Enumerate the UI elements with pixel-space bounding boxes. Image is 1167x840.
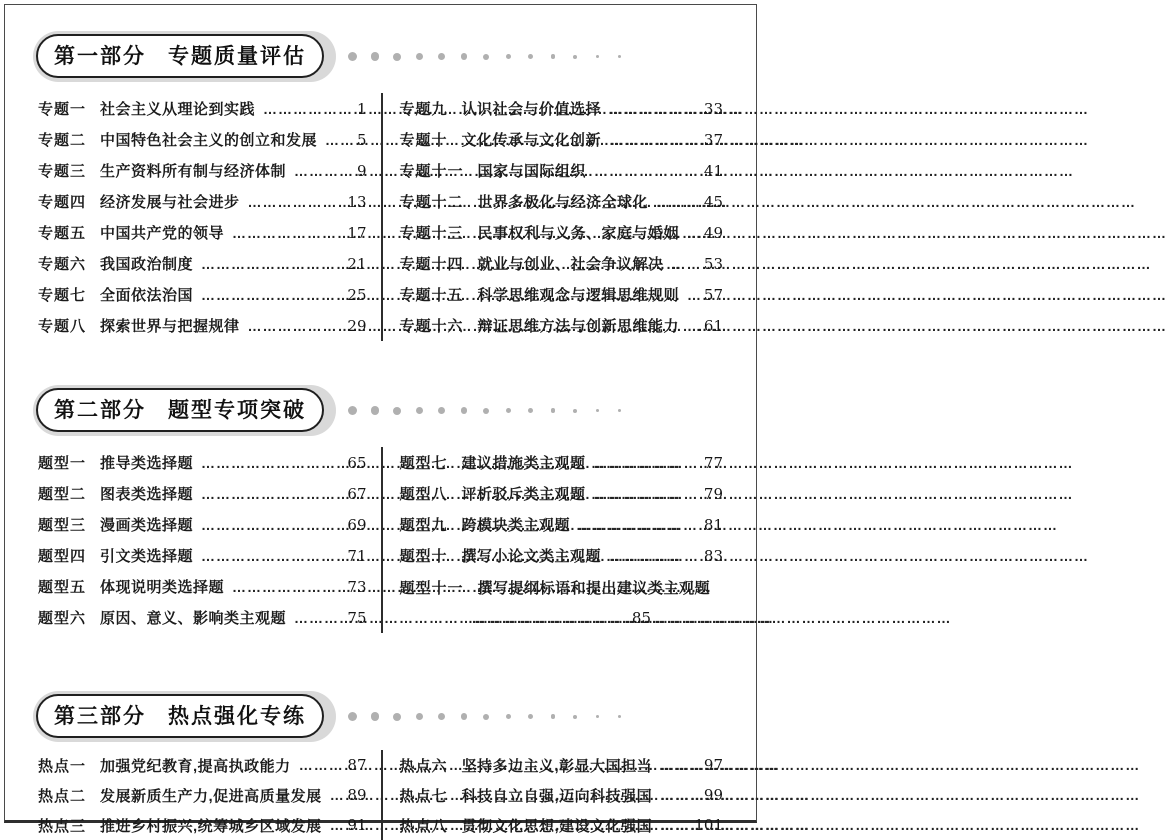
decorative-dot [416, 53, 424, 61]
toc-entry [38, 217, 367, 248]
dot-leader [294, 610, 340, 626]
toc-entry-title: 图表类选择题 [100, 486, 194, 503]
decorative-dot [483, 408, 489, 414]
section-part2-columns [33, 447, 728, 633]
toc-entry-label: 热点三 [38, 817, 87, 835]
dot-leader [594, 486, 697, 502]
decorative-dot [393, 53, 401, 61]
decorative-dot [596, 55, 600, 59]
section-part1-columns [33, 93, 728, 341]
decorative-dot [393, 713, 401, 721]
dot-leader [656, 194, 697, 210]
section-name-label: 专题质量评估 [168, 45, 306, 68]
toc-entry-page: 17 [347, 223, 367, 242]
decorative-dot [348, 406, 357, 415]
toc-entry [38, 810, 367, 840]
section-part3-header [33, 691, 728, 742]
dot-leader [201, 287, 340, 303]
dot-leader [687, 287, 697, 303]
toc-entry-page: 69 [347, 515, 367, 534]
toc-entry-page: 1 [356, 99, 367, 118]
section-part1-badge-text [36, 34, 324, 78]
toc-entry-title: 社会主义从理论到实践 [100, 101, 256, 118]
dot-leader [687, 225, 697, 241]
section-part-label: 第三部分 [54, 705, 146, 728]
dot-leader [248, 318, 341, 334]
decorative-dot [528, 54, 533, 59]
toc-entry-title: 坚持多边主义,彰显大国担当 [461, 757, 653, 775]
dot-leader [232, 225, 340, 241]
decorative-dot [551, 408, 556, 413]
toc-entry-page: 45 [703, 192, 723, 211]
toc-entry-title: 文化传承与文化创新 [461, 132, 602, 149]
decorative-dot [528, 714, 533, 719]
decorative-dot [348, 52, 357, 61]
toc-entry-title: 加强党纪教育,提高执政能力 [100, 757, 291, 775]
decorative-dot [438, 713, 445, 720]
toc-entry-title: 探索世界与把握规律 [100, 318, 240, 335]
toc-entry-title: 发展新质生产力,促进高质量发展 [100, 787, 322, 805]
decorative-dot [618, 409, 621, 412]
decorative-dot [506, 714, 512, 720]
toc-entry-label: 专题十五 [399, 287, 464, 304]
toc-entry-label: 题型二 [38, 486, 87, 503]
toc-entry-label: 题型五 [38, 579, 87, 596]
toc-entry-page: 79 [703, 484, 723, 503]
toc-entry-title: 漫画类选择题 [100, 517, 194, 534]
toc-entry-page: 5 [356, 130, 367, 149]
dot-leader [609, 101, 697, 117]
toc-entry-label: 专题五 [38, 225, 87, 242]
toc-entry-label: 题型九 [399, 517, 448, 534]
toc-entry [38, 279, 367, 310]
toc-entry-title: 全面依法治国 [100, 287, 194, 304]
toc-entry-page: 99 [703, 786, 723, 804]
toc-entry-page: 9 [356, 161, 367, 180]
decorative-dot [461, 407, 468, 414]
decorative-dot [438, 53, 445, 60]
decorative-dot [483, 714, 489, 720]
toc-entry [38, 124, 367, 155]
toc-entry-label: 专题八 [38, 318, 87, 335]
section-part-label: 第二部分 [54, 399, 146, 422]
toc-entry [400, 279, 724, 310]
toc-entry-label: 专题一 [38, 101, 87, 118]
dot-leader [201, 486, 340, 502]
dot-leader [201, 256, 340, 272]
toc-entry-label: 专题十 [399, 132, 448, 149]
dot-leader [201, 455, 340, 471]
decorative-dot [393, 407, 401, 415]
toc-entry [400, 93, 724, 124]
toc-entry-title: 原因、意义、影响类主观题 [100, 610, 287, 627]
section-part3 [33, 691, 728, 840]
toc-entry-page: 73 [347, 577, 367, 596]
toc-entry-title: 辩证思维方法与创新思维能力 [477, 318, 680, 335]
dot-leader [594, 455, 697, 471]
decorative-dot [618, 55, 621, 58]
toc-entry-title: 中国共产党的领导 [100, 225, 225, 242]
section-part2-right-column [381, 447, 724, 633]
dot-leader [248, 194, 341, 210]
toc-entry [38, 186, 367, 217]
toc-entry-label: 专题十三 [399, 225, 464, 242]
toc-entry [400, 780, 724, 810]
section-part1-header [33, 31, 728, 82]
dot-leader [294, 163, 340, 179]
toc-entry-page: 37 [703, 130, 723, 149]
decorative-dot [483, 54, 489, 60]
toc-entry-page: 77 [703, 453, 723, 472]
toc-entry-title: 中国特色社会主义的创立和发展 [100, 132, 318, 149]
toc-entry-label: 题型一 [38, 455, 87, 472]
toc-entry-label: 题型十 [399, 548, 448, 565]
toc-entry-label: 专题二 [38, 132, 87, 149]
section-part3-columns [33, 750, 728, 840]
dot-leader [325, 132, 340, 148]
toc-entry-label: 专题三 [38, 163, 87, 180]
toc-entry-title: 引文类选择题 [100, 548, 194, 565]
toc-entry-page: 87 [347, 756, 367, 774]
dot-leader [330, 817, 341, 833]
decorative-dot [461, 53, 468, 60]
toc-entry-label: 专题十六 [399, 318, 464, 335]
decorative-dot [618, 715, 621, 718]
toc-entry-label: 题型四 [38, 548, 87, 565]
toc-entry [400, 124, 724, 155]
toc-entry-title: 我国政治制度 [100, 256, 194, 273]
dot-leader [201, 548, 340, 564]
section-part-label: 第一部分 [54, 45, 146, 68]
toc-entry [38, 155, 367, 186]
toc-entry-label: 专题十四 [399, 256, 464, 273]
toc-entry-label: 题型六 [38, 610, 87, 627]
decorative-dot [506, 54, 512, 60]
dot-leader [687, 318, 697, 334]
toc-entry [38, 780, 367, 810]
toc-entry-page: 21 [347, 254, 367, 273]
toc-entry-page: 25 [347, 285, 367, 304]
decorative-dot [371, 52, 380, 61]
toc-page [4, 4, 757, 835]
toc-entry-page: 71 [347, 546, 367, 565]
decorative-dot [348, 712, 357, 721]
toc-entry-page: 89 [347, 786, 367, 804]
section-part1-right-column [381, 93, 724, 341]
decorative-dot [528, 408, 533, 413]
decorative-dot [596, 409, 600, 413]
section-name-label: 题型专项突破 [168, 399, 306, 422]
decorative-dot [573, 409, 577, 413]
decorative-dot [461, 713, 468, 720]
decorative-dot [596, 715, 600, 719]
toc-entry-title: 贯彻文化思想,建设文化强国 [461, 817, 653, 835]
toc-entry-page: 61 [703, 316, 723, 335]
dot-leader [609, 132, 697, 148]
toc-entry [38, 602, 367, 633]
decorative-dots-row [340, 406, 728, 415]
section-part1-badge [33, 31, 336, 82]
toc-entry-page: 97 [703, 756, 723, 774]
toc-entry [38, 478, 367, 509]
toc-entry-title: 就业与创业、社会争议解决 [477, 256, 664, 273]
toc-entry [400, 571, 724, 633]
toc-entry-title: 建议措施类主观题 [461, 455, 586, 472]
toc-entry-page: 81 [703, 515, 723, 534]
toc-entry [38, 750, 367, 780]
toc-entry-label: 题型三 [38, 517, 87, 534]
toc-entry [400, 310, 724, 341]
section-part2-header [33, 385, 728, 436]
toc-entry-label: 题型七 [399, 455, 448, 472]
section-part3-badge [33, 691, 336, 742]
decorative-dot [573, 715, 577, 719]
toc-entry-title: 国家与国际组织 [477, 163, 587, 180]
dot-leader [232, 579, 340, 595]
dot-leader [201, 517, 340, 533]
decorative-dot [573, 55, 577, 59]
section-part2-badge [33, 385, 336, 436]
section-part3-right-column [381, 750, 724, 840]
toc-entry-page: 53 [703, 254, 723, 273]
section-part1-left-column [38, 93, 381, 341]
toc-entry [400, 248, 724, 279]
toc-entry-title: 科学思维观念与逻辑思维规则 [477, 287, 680, 304]
toc-entry [38, 248, 367, 279]
decorative-dot [506, 408, 512, 414]
toc-entry-label: 热点二 [38, 787, 87, 805]
dot-leader [263, 101, 340, 117]
toc-entry-page: 57 [703, 285, 723, 304]
toc-entry-label: 专题九 [399, 101, 448, 118]
dot-leader [299, 757, 341, 773]
toc-entry-page: 91 [347, 816, 367, 834]
decorative-dot [416, 407, 424, 415]
section-name-label: 热点强化专练 [168, 705, 306, 728]
toc-entry-page: 101 [694, 816, 723, 834]
toc-entry-label: 专题十二 [399, 194, 464, 211]
toc-entry-title: 推进乡村振兴,统筹城乡区域发展 [100, 817, 322, 835]
toc-entry [38, 540, 367, 571]
toc-entry [400, 509, 724, 540]
toc-entry [400, 810, 724, 840]
toc-entry-label: 热点一 [38, 757, 87, 775]
decorative-dots-row [340, 52, 728, 61]
section-part2 [33, 385, 728, 633]
toc-entry-label: 热点六 [399, 757, 448, 775]
dot-leader [609, 548, 697, 564]
toc-entry-title: 科技自立自强,迈向科技强国 [461, 787, 653, 805]
toc-entry [38, 571, 367, 602]
dot-leader [330, 787, 341, 803]
dot-leader [578, 517, 697, 533]
toc-entry-label: 题型八 [399, 486, 448, 503]
section-part2-badge-text [36, 388, 324, 432]
section-part3-left-column [38, 750, 381, 840]
toc-entry-page: 75 [347, 608, 367, 627]
decorative-dot [551, 54, 556, 59]
section-part3-badge-text [36, 694, 324, 738]
section-part1 [33, 31, 728, 341]
toc-entry-title: 体现说明类选择题 [100, 579, 225, 596]
toc-entry-title: 生产资料所有制与经济体制 [100, 163, 287, 180]
section-part2-left-column [38, 447, 381, 633]
toc-entry-page: 13 [347, 192, 367, 211]
decorative-dot [416, 713, 424, 721]
dot-leader [660, 757, 697, 773]
toc-entry-label: 热点八 [399, 817, 448, 835]
toc-entry [38, 93, 367, 124]
dot-leader [672, 256, 697, 272]
toc-entry [400, 540, 724, 571]
toc-entry-page: 29 [347, 316, 367, 335]
dot-leader [660, 817, 688, 833]
toc-entry [38, 310, 367, 341]
toc-entry-label: 题型十一 [399, 579, 464, 597]
toc-entry-page: 33 [703, 99, 723, 118]
decorative-dots-row [340, 712, 728, 721]
dot-leader [594, 163, 697, 179]
toc-entry-title: 经济发展与社会进步 [100, 194, 240, 211]
decorative-dot [551, 714, 556, 719]
toc-entry-label: 专题六 [38, 256, 87, 273]
toc-entry [38, 447, 367, 478]
toc-entry-title: 民事权利与义务、家庭与婚姻 [477, 225, 680, 242]
toc-entry-title: 撰写提纲标语和提出建议类主观题 [477, 579, 711, 597]
toc-entry-title: 评析驳斥类主观题 [461, 486, 586, 503]
toc-entry-label: 专题十一 [399, 163, 464, 180]
toc-entry-page: 49 [703, 223, 723, 242]
toc-entry [38, 509, 367, 540]
toc-entry [400, 217, 724, 248]
toc-entry-title: 世界多极化与经济全球化 [477, 194, 649, 211]
toc-entry [400, 478, 724, 509]
toc-entry-title: 推导类选择题 [100, 455, 194, 472]
toc-entry [400, 750, 724, 780]
toc-entry-page: 85 [631, 609, 651, 628]
toc-entry-page: 65 [347, 453, 367, 472]
toc-entry-title: 跨模块类主观题 [461, 517, 571, 534]
toc-entry-page: 41 [703, 161, 723, 180]
toc-entry-title: 认识社会与价值选择 [461, 101, 602, 118]
toc-entry [400, 186, 724, 217]
decorative-dot [371, 712, 380, 721]
toc-entry-label: 热点七 [399, 787, 448, 805]
toc-entry-page: 83 [703, 546, 723, 565]
toc-entry-label: 专题七 [38, 287, 87, 304]
toc-entry-title: 撰写小论文类主观题 [461, 548, 602, 565]
toc-entry-label: 专题四 [38, 194, 87, 211]
toc-entry [400, 155, 724, 186]
dot-leader [472, 610, 626, 626]
toc-entry-page: 67 [347, 484, 367, 503]
toc-entry [400, 447, 724, 478]
dot-leader [660, 787, 697, 803]
decorative-dot [371, 406, 380, 415]
decorative-dot [438, 407, 445, 414]
